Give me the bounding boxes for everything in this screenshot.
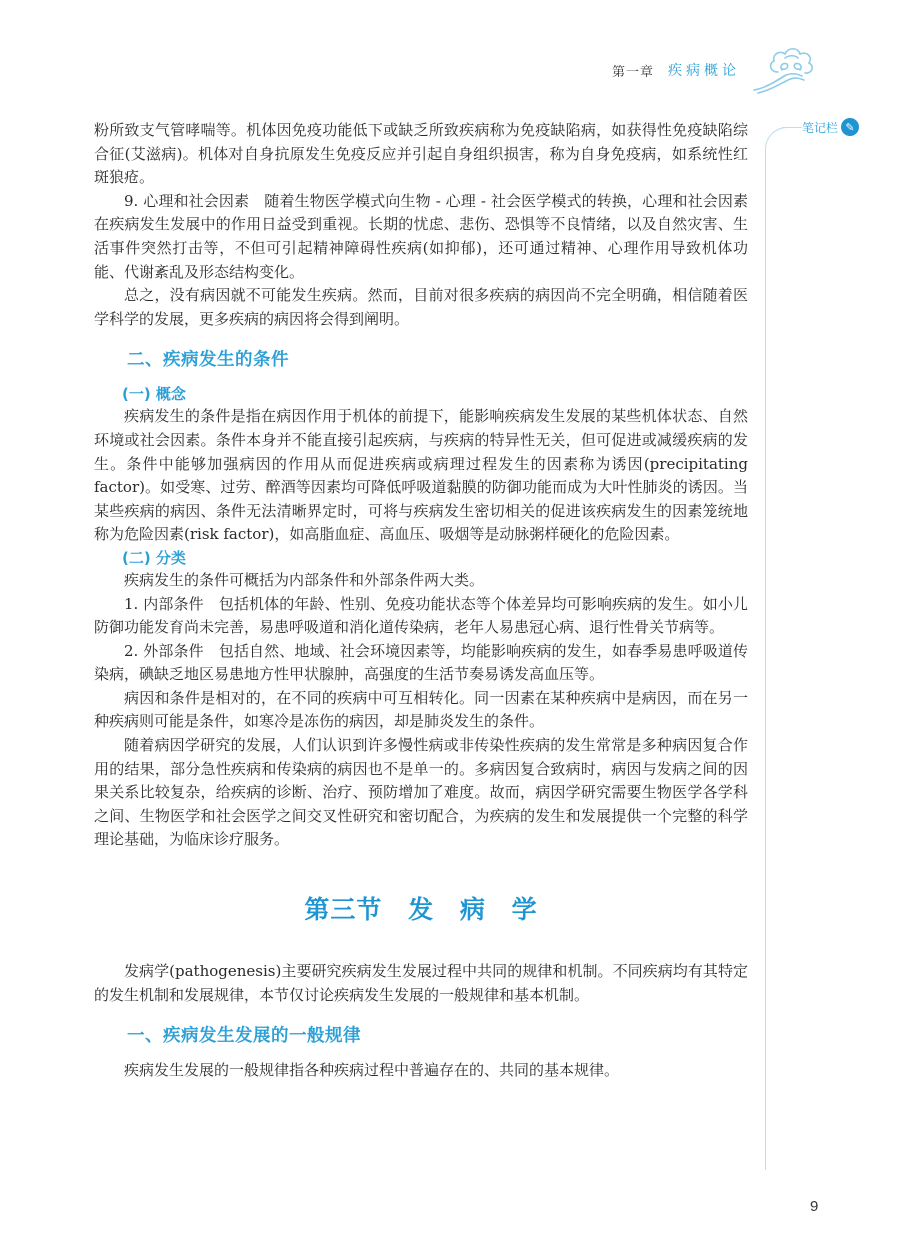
paragraph-summary: 总之，没有病因就不可能发生疾病。然而，目前对很多疾病的病因尚不完全明确，相信随着医学科学的发展，更多疾病的病因将会得到阐明。 [94, 286, 748, 328]
page-number: 9 [810, 1198, 819, 1215]
paragraph-internal-conditions: 1. 内部条件 包括机体的年龄、性别、免疫功能状态等个体差异均可影响疾病的发生。如小儿防御功能发育尚未完善，易患呼吸道和消化道传染病，老年人易患冠心病、退行性骨关节病等。 [94, 594, 748, 637]
section-title-char: 病 [459, 895, 486, 925]
notes-label-text: 笔记栏 [802, 120, 839, 135]
section-title-pathogenesis [94, 890, 748, 926]
paragraph-immune-disease: 粉所致支气管哮喘等。机体因免疫功能低下或缺乏所致疾病称为免疫缺陷病，如获得性免疫缺陷综合征(艾滋病)。机体对自身抗原发生免疫反应并引起自身组织损害，称为自身免疫病，如系统性红斑狼疮。 [94, 121, 748, 187]
chapter-title: 疾病概论 [668, 63, 741, 79]
paragraph-relativity: 病因和条件是相对的，在不同的疾病中可互相转化。同一因素在某种疾病中是病因，而在另一种疾病则可能是条件，如寒冷是冻伤的病因，却是肺炎发生的条件。 [94, 688, 748, 731]
paragraph-external-conditions: 2. 外部条件 包括自然、地域、社会环境因素等，均能影响疾病的发生，如春季易患呼吸道传染病，碘缺乏地区易患地方性甲状腺肿，高强度的生活节奏易诱发高血压等。 [94, 641, 748, 684]
heading-general-rules: 一、疾病发生发展的一般规律 [127, 1026, 361, 1047]
pencil-note-icon: ✎ [841, 118, 859, 136]
running-head-text [612, 58, 740, 82]
page-body [94, 119, 748, 1083]
notes-line-vertical [765, 150, 766, 1170]
chapter-number: 第一章 [612, 64, 655, 80]
subheading-classification: (二) 分类 [122, 548, 186, 567]
paragraph-classification-intro: 疾病发生的条件可概括为内部条件和外部条件两大类。 [124, 570, 485, 589]
paragraph-concept: 疾病发生的条件是指在病因作用于机体的前提下，能影响疾病发生发展的某些机体状态、自然环境或社会因素。条件本身并不能直接引起疾病，与疾病的特异性无关，但可促进或减缓疾病的发生。条件中能够加强病因的作用从而促进疾病或病理过程发生的因素称为诱因(precipitating factor)。如受寒、过劳、醉酒等因素均可降低呼吸道黏膜的防御功能而成为大叶性肺炎的诱因。当某些疾病的病因、条件无法清晰界定时，可将与疾病发生密切相关的促进该疾病发生的因素笼统地称为危险因素(risk factor)，如高脂血症、高血压、吸烟等是动脉粥样硬化的危险因素。 [94, 407, 748, 544]
notes-line-corner [765, 127, 790, 152]
section-title-char: 学 [511, 895, 538, 925]
notes-label [802, 118, 859, 136]
section-number: 第三节 [304, 895, 383, 925]
cloud-ornament-icon [752, 42, 822, 94]
paragraph-psychosocial-factors: 9. 心理和社会因素 随着生物医学模式向生物 - 心理 - 社会医学模式的转换，心理和社会因素在疾病发生发展中的作用日益受到重视。长期的忧虑、悲伤、恐惧等不良情绪，以及自然灾害、生活事件突然打击等，不但可引起精神障碍性疾病(如抑郁)，还可通过精神、心理作用导致机体功能、代谢紊乱及形态结构变化。 [94, 191, 748, 281]
subheading-concept: (一) 概念 [122, 385, 186, 404]
paragraph-pathogenesis-intro: 发病学(pathogenesis)主要研究疾病发生发展过程中共同的规律和机制。不同疾病均有其特定的发生机制和发展规律，本节仅讨论疾病发生发展的一般规律和基本机制。 [94, 962, 748, 1004]
paragraph-multifactorial: 随着病因学研究的发展，人们认识到许多慢性病或非传染性疾病的发生常常是多种病因复合作用的结果，部分急性疾病和传染病的病因也不是单一的。多病因复合致病时，病因与发病之间的因果关系比较复杂，给疾病的诊断、治疗、预防增加了难度。故而，病因学研究需要生物医学各学科之间、生物医学和社会医学之间交叉性研究和密切配合，为疾病的发生和发展提供一个完整的科学理论基础，为临床诊疗服务。 [94, 736, 748, 849]
section-title-char: 发 [408, 895, 435, 925]
heading-disease-conditions: 二、疾病发生的条件 [127, 350, 289, 371]
paragraph-general-rules: 疾病发生发展的一般规律指各种疾病过程中普遍存在的、共同的基本规律。 [124, 1061, 620, 1080]
